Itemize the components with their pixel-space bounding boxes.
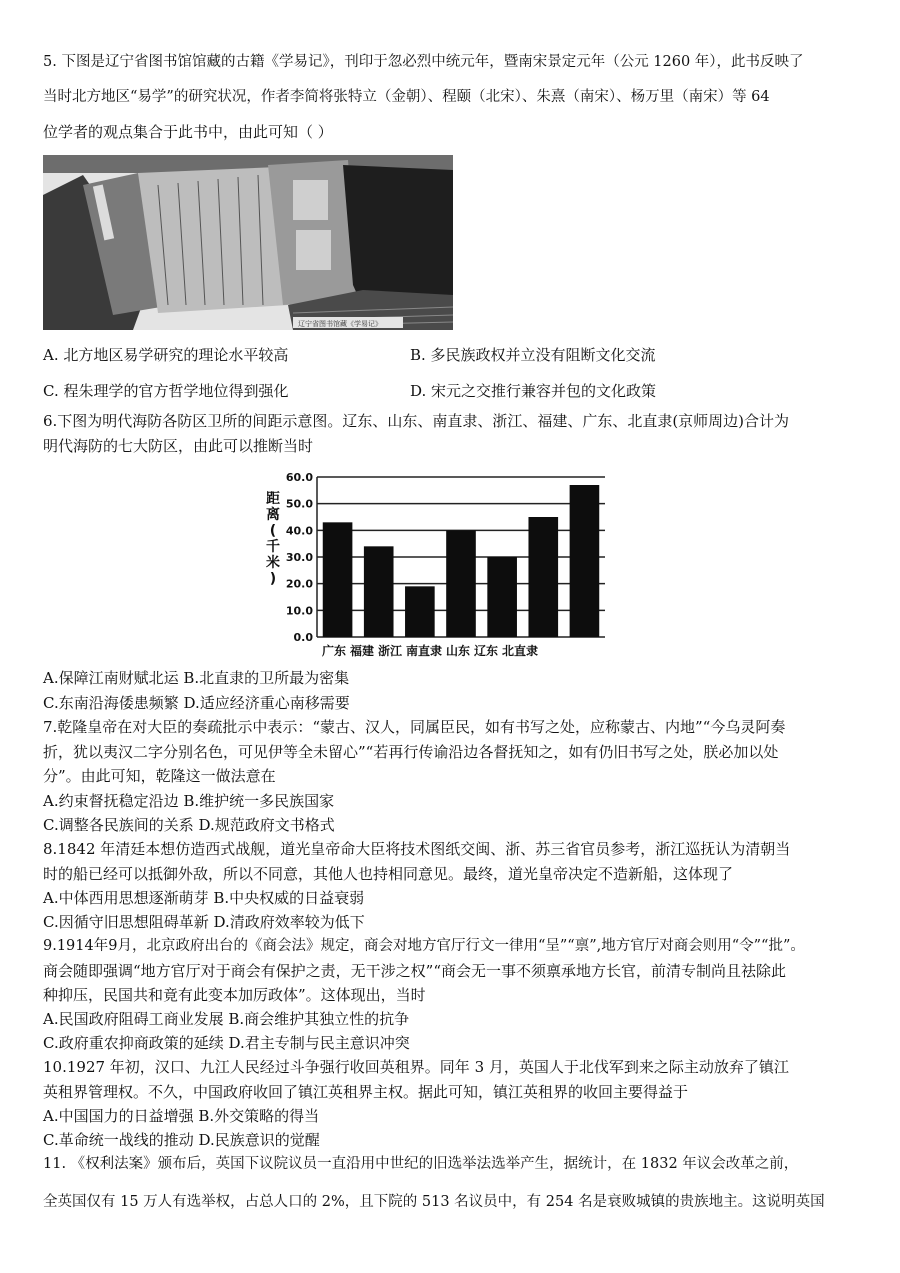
ancient-book-photo (43, 155, 453, 330)
q10-options-ab: A.中国国力的日益增强 B.外交策略的得当 (43, 1107, 320, 1125)
q5-stem-line-2: 当时北方地区“易学”的研究状况，作者李简将张特立（金朝）、程颐（北宋）、朱熹（南宋）、杨万里（南宋）等 64 (43, 89, 770, 105)
q6-options-ab: A.保障江南财赋北运 B.北直隶的卫所最为密集 (43, 669, 350, 687)
bar-chart-svg (265, 465, 635, 665)
y-tick-label: 30.0 (285, 551, 313, 564)
q6-options-cd: C.东南沿海倭患频繁 D.适应经济重心南移需要 (43, 694, 350, 712)
x-tick-label: 山东 (445, 644, 471, 658)
x-tick-label: 辽东 (473, 644, 499, 658)
q7-stem-line-2: 折，犹以夷汉二字分别名色，可见伊等全未留心”“若再行传谕沿边各督抚知之，如有仍旧书写之处，朕必加以处 (43, 743, 779, 761)
bar-南直隶 (446, 530, 476, 637)
x-tick-label: 福建 (349, 644, 375, 658)
q10-options-cd: C.革命统一战线的推动 D.民族意识的觉醒 (43, 1131, 320, 1149)
q8-options-cd: C.因循守旧思想阻碍革新 D.清政府效率较为低下 (43, 913, 365, 931)
bar-浙江 (405, 586, 435, 637)
defense-distance-chart (265, 465, 635, 665)
bar-山东 (487, 557, 517, 637)
q7-stem-line-3: 分”。由此可知，乾隆这一做法意在 (43, 767, 276, 785)
bar-辽东 (528, 517, 558, 637)
q5-stem-line-1: 5. 下图是辽宁省图书馆馆藏的古籍《学易记》，刊印于忽必烈中统元年，暨南宋景定元年（公元 1260 年），此书反映了 (43, 54, 804, 70)
q6-stem-line-1: 6.下图为明代海防各防区卫所的间距示意图。辽东、山东、南直隶、浙江、福建、广东、北直隶(京师周边)合计为 (43, 412, 790, 430)
y-axis-label-char: 米 (266, 555, 280, 571)
q11-stem-line-1: 11. 《权利法案》颁布后，英国下议院议员一直沿用中世纪的旧选举法选举产生，据统计，在 1832 年议会改革之前， (43, 1156, 799, 1172)
y-axis-label-char: ) (269, 571, 277, 587)
x-tick-label: 广东 (321, 644, 347, 658)
q9-stem-line-3: 种抑压，民国共和竟有此变本加厉政体”。这体现出，当时 (43, 986, 426, 1004)
q9-stem-line-2: 商会随即强调“地方官厅对于商会有保护之责，无干涉之权”“商会无一事不须禀承地方长官，前清专制尚且祛除此 (43, 962, 787, 980)
q10-stem-line-2: 英租界管理权。不久，中国政府收回了镇江英租界主权。据此可知，镇江英租界的收回主要得益于 (43, 1083, 689, 1101)
y-axis-label-char: 离 (266, 507, 280, 523)
q10-stem-line-1: 10.1927 年初，汉口、九江人民经过斗争强行收回英租界。同年 3 月，英国人于北伐军到来之际主动放弃了镇江 (43, 1058, 789, 1076)
q9-options-ab: A.民国政府阻碍工商业发展 B.商会维护其独立性的抗争 (43, 1010, 410, 1028)
q7-options-ab: A.约束督抚稳定沿边 B.维护统一多民族国家 (43, 792, 335, 810)
q5-option-d: D. 宋元之交推行兼容并包的文化政策 (410, 382, 657, 400)
y-tick-label: 50.0 (285, 497, 313, 511)
bar-福建 (364, 546, 394, 637)
q5-option-b: B. 多民族政权并立没有阻断文化交流 (410, 346, 656, 364)
y-tick-label: 10.0 (285, 604, 313, 618)
y-axis-label (265, 490, 280, 587)
x-tick-label: 浙江 (377, 644, 403, 658)
x-tick-labels (322, 643, 538, 658)
q11-stem-line-2: 全英国仅有 15 万人有选举权，占总人口的 2%，且下院的 513 名议员中，有 254 名是衰败城镇的贵族地主。这说明英国 (43, 1194, 825, 1210)
x-tick-label: 南直隶 (405, 644, 443, 658)
q9-stem-line-1: 9.1914年9月，北京政府出台的《商会法》规定，商会对地方官厅行文一律用“呈”“禀”,地方官厅对商会则用“令”“批”。 (43, 938, 805, 954)
x-tick-label: 北直隶 (501, 644, 539, 658)
y-tick-label: 20.0 (285, 577, 313, 591)
q7-stem-line-1: 7.乾隆皇帝在对大臣的奏疏批示中表示：“蒙古、汉人，同属臣民，如有书写之处，应称蒙古、内地”“今乌灵阿奏 (43, 718, 786, 736)
q5-option-a: A. 北方地区易学研究的理论水平较高 (43, 346, 289, 364)
y-tick-label: 40.0 (285, 524, 313, 538)
y-axis-label-char: 距 (266, 491, 280, 507)
y-tick-label: 60.0 (285, 471, 313, 484)
bar-广东 (323, 522, 353, 637)
y-axis-label-char: 千 (266, 539, 280, 555)
y-axis-label-char: ( (269, 523, 277, 539)
q7-options-cd: C.调整各民族间的关系 D.规范政府文书格式 (43, 816, 335, 834)
q5-option-c: C. 程朱理学的官方哲学地位得到强化 (43, 382, 289, 400)
photo-caption: 辽宁省图书馆藏《学易记》 (298, 320, 382, 328)
q8-options-ab: A.中体西用思想逐渐萌芽 B.中央权威的日益衰弱 (43, 889, 365, 907)
q9-options-cd: C.政府重农抑商政策的延续 D.君主专制与民主意识冲突 (43, 1034, 410, 1052)
q6-stem-line-2: 明代海防的七大防区，由此可以推断当时 (43, 437, 314, 455)
q5-stem-line-3: 位学者的观点集合于此书中，由此可知（ ） (43, 123, 333, 141)
bar-北直隶 (570, 485, 600, 637)
q8-stem-line-1: 8.1842 年清廷本想仿造西式战舰，道光皇帝命大臣将技术图纸交闽、浙、苏三省官员参考，浙江巡抚认为清朝当 (43, 840, 791, 858)
bars (323, 485, 599, 637)
y-tick-label: 0.0 (293, 631, 313, 644)
y-tick-labels (286, 471, 313, 644)
q8-stem-line-2: 时的船已经可以抵御外敌，所以不同意，其他人也持相同意见。最终，道光皇帝决定不造新船，这体现了 (43, 865, 734, 883)
